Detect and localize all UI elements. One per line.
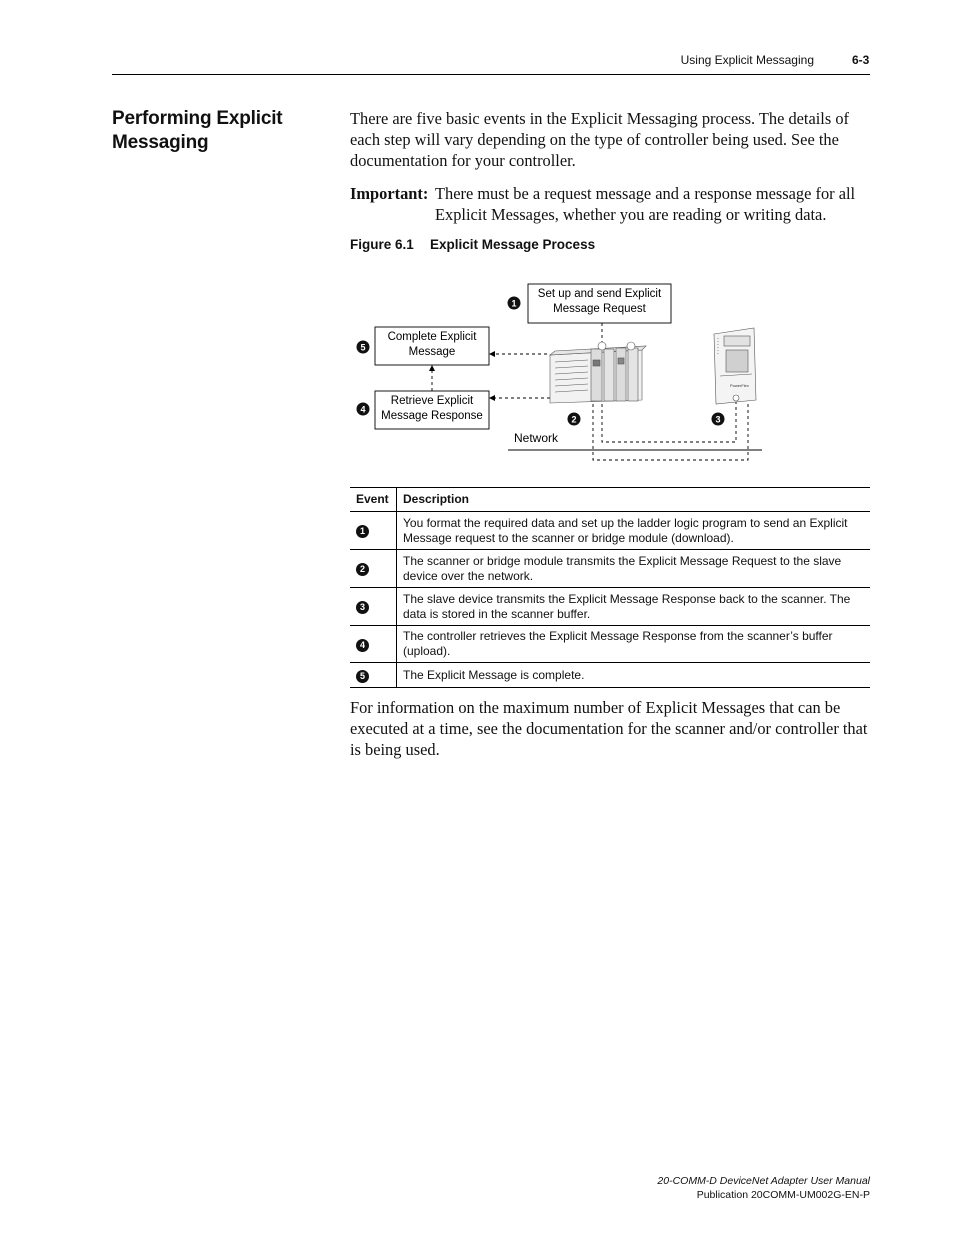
explicit-message-process-diagram <box>350 270 770 470</box>
complete-box-line1: Complete Explicit <box>387 331 477 343</box>
table-row <box>350 626 870 663</box>
retrieve-box-line1: Retrieve Explicit <box>390 395 474 407</box>
running-header-title: Using Explicit Messaging <box>680 53 814 67</box>
complete-box-line2: Message <box>408 346 456 358</box>
svg-text:5: 5 <box>360 342 366 353</box>
request-box-line1: Set up and send Explicit <box>537 288 662 300</box>
controller-chassis <box>550 342 646 403</box>
figure-caption <box>350 237 596 252</box>
row-description: The controller retrieves the Explicit Message Response from the scanner’s buffer (upload). <box>397 626 871 663</box>
svg-text:3: 3 <box>715 414 721 425</box>
table-header-row <box>350 488 870 512</box>
drive-device <box>714 328 756 404</box>
section-title: Performing Explicit Messaging <box>112 108 283 153</box>
request-box-line2: Message Request <box>553 303 646 315</box>
important-text: There must be a request message and a response message for all Explicit Messages, whether you are reading or writing data. <box>435 184 856 224</box>
col-header-event: Event <box>350 488 397 512</box>
figure-number: Figure 6.1 <box>350 237 414 252</box>
event-badge: 4 <box>356 639 369 652</box>
figure-title: Explicit Message Process <box>430 237 596 252</box>
row-description: The slave device transmits the Explicit Message Response back to the scanner. The data is stored in the scanner buffer. <box>397 588 871 626</box>
svg-text:2: 2 <box>571 414 577 425</box>
important-label: Important: <box>350 184 429 203</box>
intro-paragraph: There are five basic events in the Explicit Messaging process. The details of each step will vary depending on the type of controller being used. See the documentation for your controller. <box>350 109 849 170</box>
network-label: Network <box>514 431 559 445</box>
row-description: The scanner or bridge module transmits the Explicit Message Request to the slave device over the network. <box>397 550 871 588</box>
svg-text:4: 4 <box>360 404 366 415</box>
table-row <box>350 588 870 626</box>
retrieve-box-line2: Message Response <box>381 410 483 422</box>
event-badge: 1 <box>356 525 369 538</box>
page-number: 6-3 <box>852 53 870 67</box>
drive-brand: PowerFlex <box>730 383 749 388</box>
event-badge: 3 <box>356 601 369 614</box>
col-header-description: Description <box>397 488 871 512</box>
table-row <box>350 550 870 588</box>
footer-publication: Publication 20COMM-UM002G-EN-P <box>696 1189 870 1201</box>
footer-manual-title: 20-COMM-D DeviceNet Adapter User Manual <box>657 1175 870 1187</box>
event-badge: 2 <box>356 563 369 576</box>
svg-text:1: 1 <box>511 298 517 309</box>
row-description: You format the required data and set up the ladder logic program to send an Explicit Message request to the scanner or bridge module (download). <box>397 512 871 550</box>
table-row <box>350 663 870 688</box>
events-table <box>350 487 870 688</box>
header-rule <box>112 74 870 75</box>
closing-paragraph: For information on the maximum number of Explicit Messages that can be executed at a time, see the documentation for the scanner and/or controller that is being used. <box>350 698 868 759</box>
row-description: The Explicit Message is complete. <box>397 663 871 688</box>
table-row <box>350 512 870 550</box>
path-drive-to-chassis <box>593 398 748 460</box>
event-badge: 5 <box>356 670 369 683</box>
